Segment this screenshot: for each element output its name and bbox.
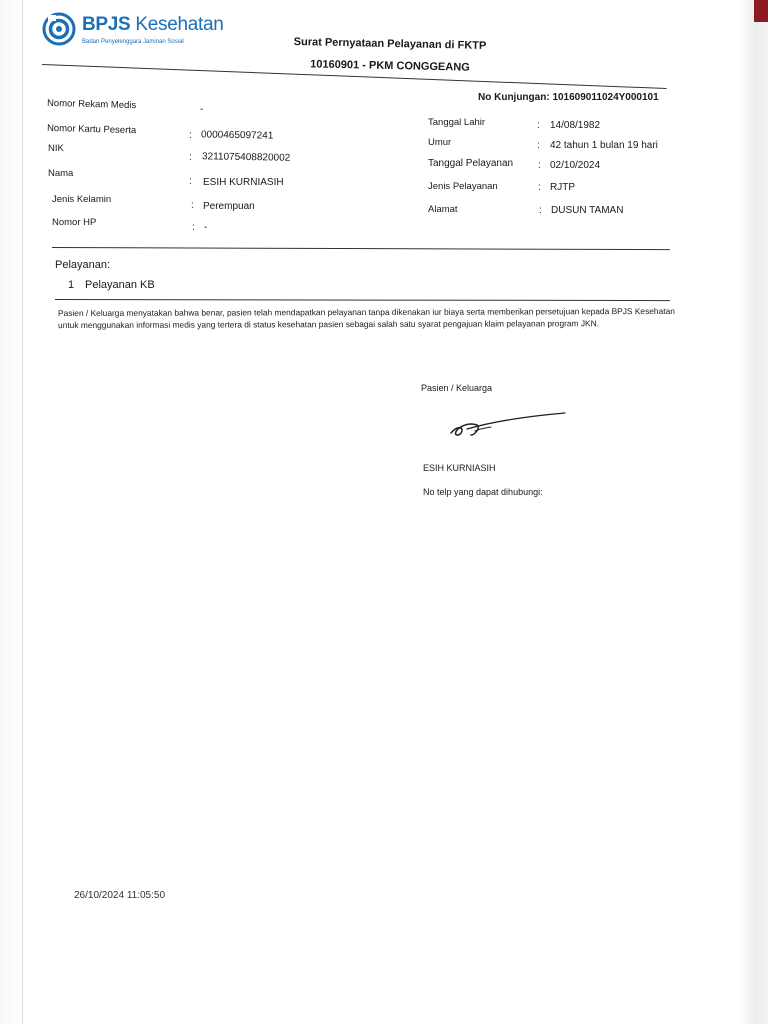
field-label: Nama: [48, 168, 74, 179]
field-colon: :: [189, 176, 192, 187]
field-value: Perempuan: [203, 201, 255, 212]
field-colon: :: [189, 152, 192, 163]
field-label: Nomor Kartu Peserta: [46, 122, 137, 137]
field-label: Tanggal Pelayanan: [428, 158, 514, 169]
consent-statement: Pasien / Keluarga menyatakan bahwa benar, pasien telah mendapatkan pelayanan tanpa dikenakan iur biaya serta memberikan persetujuan kepada BPJS Kesehatan untuk menggunakan informasi medis yang tertera di status kesehatan pasien sebagai salah satu syarat pengajuan klaim pelayanan program JKN.: [57, 305, 675, 330]
field-value: 14/08/1982: [550, 120, 601, 131]
field-value: 02/10/2024: [550, 160, 601, 171]
field-colon: :: [192, 222, 195, 233]
bpjs-logo: [42, 10, 242, 58]
signer-name: ESIH KURNIASIH: [423, 463, 496, 473]
info-divider: [52, 247, 670, 250]
field-label: NIK: [48, 143, 64, 154]
contact-phone-label: No telp yang dapat dihubungi:: [423, 487, 543, 497]
service-item: Pelayanan KB: [85, 279, 155, 291]
field-label: Jenis Kelamin: [52, 194, 112, 205]
service-item-number: 1: [68, 279, 75, 291]
services-divider: [55, 299, 670, 301]
page-right-edge: [738, 0, 768, 1024]
field-label: Nomor Rekam Medis: [46, 97, 137, 112]
print-timestamp: 26/10/2024 11:05:50: [74, 890, 166, 901]
field-colon: :: [539, 205, 542, 216]
field-value: 3211075408820002: [201, 151, 291, 164]
field-colon: :: [537, 140, 540, 151]
field-label: Alamat: [428, 204, 458, 215]
field-colon: :: [189, 130, 192, 141]
bpjs-emblem-icon: [42, 12, 76, 46]
field-colon: :: [537, 120, 540, 131]
page-left-edge: [0, 0, 23, 1024]
field-label: Jenis Pelayanan: [428, 181, 498, 192]
field-colon: :: [538, 160, 541, 171]
field-colon: :: [538, 182, 541, 193]
folder-edge: [754, 0, 768, 22]
field-value: DUSUN TAMAN: [551, 205, 624, 216]
field-label: Nomor HP: [52, 217, 97, 228]
signature-label: Pasien / Keluarga: [421, 383, 493, 393]
field-value: -: [204, 222, 208, 233]
field-value: RJTP: [550, 182, 575, 193]
field-value: -: [200, 104, 204, 115]
document-title: Surat Pernyataan Pelayanan di FKTP: [293, 35, 487, 53]
visit-number-label: No Kunjungan:: [478, 92, 550, 103]
field-value: ESIH KURNIASIH: [203, 177, 284, 188]
field-label: Umur: [428, 137, 452, 148]
field-colon: :: [191, 200, 194, 211]
visit-number-value: 101609011024Y000101: [552, 92, 659, 103]
services-title: Pelayanan:: [55, 259, 111, 271]
logo-tagline: Badan Penyelenggara Jaminan Sosial: [82, 39, 184, 45]
field-label: Tanggal Lahir: [428, 117, 486, 128]
field-value: 0000465097241: [200, 129, 274, 142]
visit-number: [478, 92, 659, 103]
facility-code: 10160901 - PKM CONGGEANG: [310, 58, 470, 74]
field-value: 42 tahun 1 bulan 19 hari: [550, 140, 658, 151]
logo-brand: BPJS Kesehatan: [82, 14, 224, 35]
handwritten-signature: [445, 405, 570, 445]
